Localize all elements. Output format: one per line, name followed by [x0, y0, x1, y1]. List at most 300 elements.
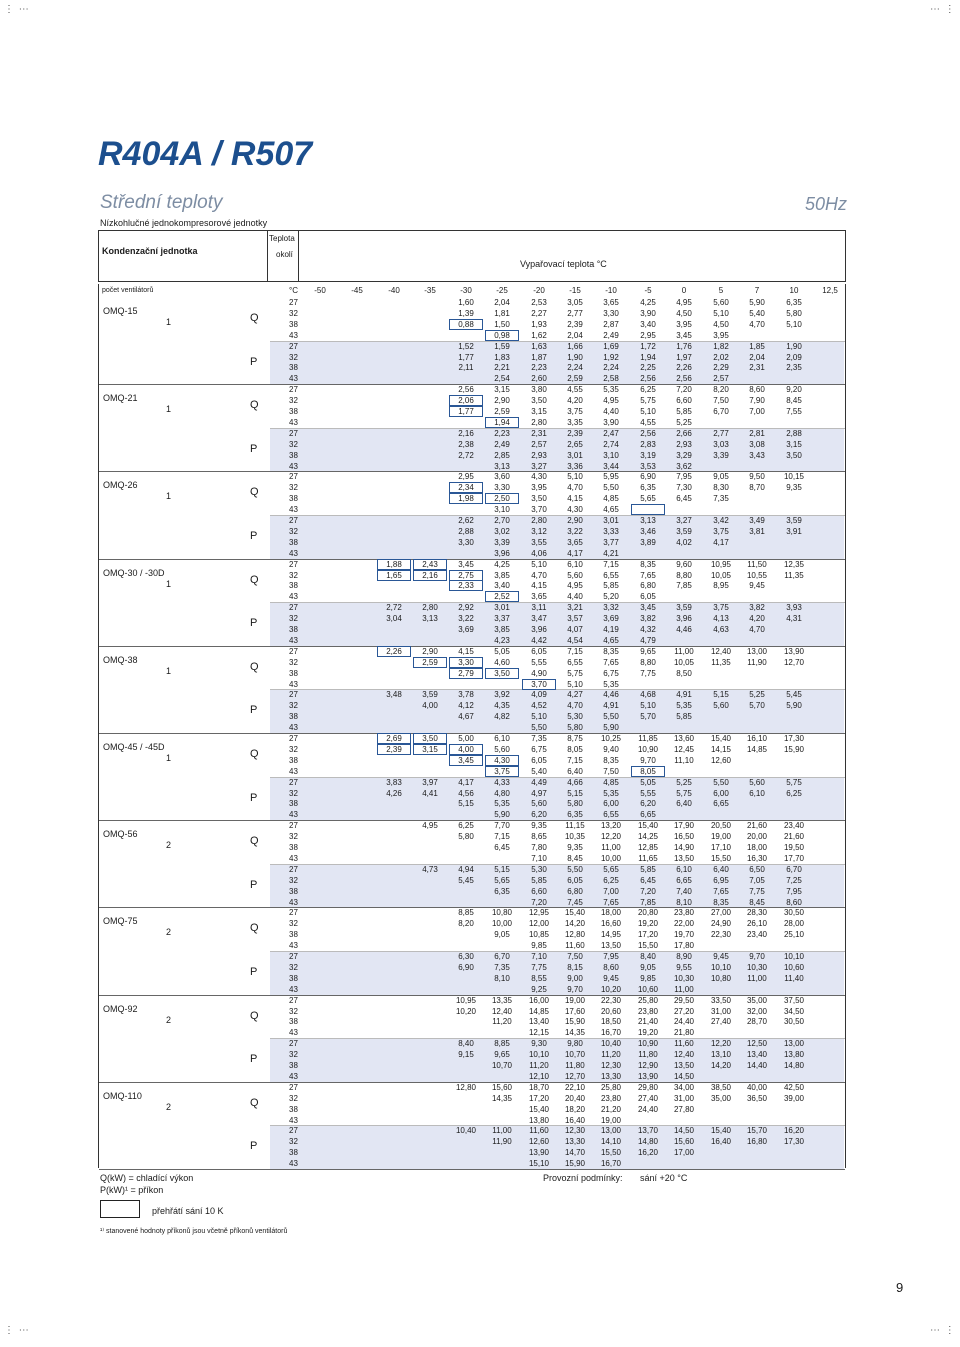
table-cell: 4,91: [603, 701, 619, 711]
table-cell: 3,45: [640, 603, 656, 613]
ambient-temp: 38: [289, 581, 298, 591]
table-cell: 6,05: [531, 646, 547, 656]
table-cell: 4,95: [603, 396, 619, 406]
row-kind-label: P: [250, 704, 258, 717]
table-cell: 6,65: [640, 810, 656, 820]
table-cell: 2,47: [603, 428, 619, 438]
table-cell: 3,15: [422, 744, 438, 754]
table-cell: 5,75: [676, 788, 692, 798]
table-cell: 1,66: [567, 341, 583, 351]
ambient-temp: 38: [289, 1017, 298, 1027]
table-cell: 13,00: [600, 1126, 622, 1136]
table-cell: 5,10: [531, 712, 547, 722]
ambient-temp: 32: [289, 396, 298, 406]
table-cell: 6,25: [640, 385, 656, 395]
table-cell: 42,50: [783, 1082, 805, 1092]
ambient-temp: 43: [289, 1115, 298, 1125]
table-cell: 4,73: [422, 864, 438, 874]
table-cell: 5,60: [749, 777, 765, 787]
table-cell: 11,85: [638, 734, 658, 743]
table-cell: 10,25: [600, 734, 622, 743]
table-cell: 6,05: [640, 592, 656, 602]
table-header-box: [98, 230, 846, 282]
table-cell: 12,90: [637, 1061, 659, 1070]
table-cell: 3,90: [603, 417, 619, 427]
unit-fan-count: 1: [166, 578, 172, 589]
table-cell: 7,75: [749, 886, 765, 896]
table-cell: 5,85: [640, 864, 656, 874]
table-cell: 4,17: [458, 777, 474, 787]
table-cell: 2,59: [422, 657, 438, 667]
table-cell: 8,35: [640, 559, 656, 569]
table-cell: 4,70: [567, 701, 583, 711]
table-cell: 3,33: [603, 526, 619, 536]
table-cell: 13,10: [710, 1050, 732, 1060]
table-cell: 3,96: [494, 548, 510, 558]
table-cell: 13,80: [783, 1050, 805, 1060]
table-cell: 2,38: [458, 439, 474, 449]
table-cell: 2,70: [494, 516, 510, 525]
table-cell: 27,40: [637, 1093, 659, 1103]
table-cell: 6,25: [603, 875, 619, 885]
table-cell: 5,80: [567, 723, 583, 733]
table-cell: 5,30: [567, 712, 583, 722]
table-cell: 17,00: [673, 1148, 695, 1158]
table-cell: 10,90: [637, 1039, 659, 1049]
row-kind-label: Q: [250, 1009, 259, 1022]
table-cell: 2,33: [458, 581, 474, 591]
table-cell: 2,90: [422, 646, 438, 656]
table-cell: 4,20: [567, 396, 583, 406]
table-cell: 18,20: [564, 1104, 586, 1114]
row-kind-label: P: [250, 791, 258, 804]
ambient-temp: 27: [289, 821, 298, 831]
table-cell: 10,70: [564, 1050, 586, 1060]
table-cell: 10,55: [746, 570, 768, 580]
superheat-box: [485, 766, 519, 777]
row-kind-label: Q: [250, 1096, 259, 1109]
table-cell: 2,65: [567, 439, 583, 449]
superheat-box: [377, 733, 411, 744]
table-cell: 20,50: [710, 821, 732, 831]
table-cell: 3,90: [640, 308, 656, 318]
table-cell: 12,60: [528, 1137, 550, 1147]
unit-model: OMQ-56: [103, 829, 138, 840]
table-cell: 3,12: [531, 526, 547, 536]
table-cell: 17,10: [710, 843, 732, 852]
evap-temp-header: 12,5: [822, 286, 838, 295]
table-cell: 5,35: [603, 679, 619, 689]
table-cell: 10,95: [455, 995, 477, 1005]
table-cell: 15,60: [673, 1137, 695, 1147]
table-cell: 17,30: [783, 734, 805, 743]
table-cell: 4,94: [458, 864, 474, 874]
row-kind-label: Q: [250, 399, 259, 412]
table-cell: 3,19: [640, 450, 656, 460]
table-cell: 1,76: [676, 341, 692, 351]
evap-temp-header: 0: [681, 286, 687, 295]
table-cell: 31,00: [710, 1006, 732, 1016]
table-cell: 2,04: [567, 330, 583, 340]
row-kind-label: P: [250, 1140, 258, 1153]
table-cell: 12,70: [564, 1071, 586, 1081]
table-cell: 2,56: [640, 374, 656, 384]
ambient-temp: 32: [289, 919, 298, 929]
table-cell: 3,82: [749, 603, 765, 613]
table-cell: 5,60: [567, 570, 583, 580]
table-cell: 4,56: [458, 788, 474, 798]
table-cell: 1,90: [786, 341, 802, 351]
table-cell: 3,55: [531, 537, 547, 547]
table-cell: 5,50: [713, 777, 729, 787]
table-cell: 29,80: [637, 1082, 659, 1092]
table-cell: 5,15: [567, 788, 583, 798]
table-cell: 2,72: [386, 603, 402, 613]
superheat-box: [377, 559, 411, 570]
table-cell: 3,97: [422, 777, 438, 787]
table-cell: 13,50: [673, 1061, 695, 1070]
table-cell: 5,60: [713, 701, 729, 711]
table-cell: 4,17: [713, 537, 729, 547]
table-cell: 6,35: [786, 298, 802, 307]
table-cell: 8,05: [567, 744, 583, 754]
table-cell: 20,60: [600, 1006, 622, 1016]
table-cell: 6,60: [676, 396, 692, 406]
table-cell: 10,10: [710, 962, 732, 972]
divider: [298, 230, 299, 282]
table-cell: 3,30: [494, 483, 510, 493]
table-cell: 10,05: [673, 657, 695, 667]
table-cell: 1,88: [386, 559, 402, 569]
table-cell: 4,13: [713, 614, 729, 624]
table-cell: 3,53: [640, 461, 656, 471]
ambient-temp: 43: [289, 417, 298, 427]
table-cell: 3,29: [676, 450, 692, 460]
superheat-box: [449, 319, 483, 330]
table-cell: 1,85: [749, 341, 765, 351]
superheat-box: [485, 668, 519, 679]
table-cell: 4,40: [567, 592, 583, 602]
table-cell: 7,65: [640, 570, 656, 580]
page-subtitle: Střední teploty: [100, 192, 223, 213]
table-cell: 11,60: [565, 941, 585, 951]
table-cell: 5,10: [713, 308, 729, 318]
ambient-temp: 27: [289, 777, 298, 787]
table-cell: 3,93: [786, 603, 802, 613]
table-cell: 5,90: [749, 298, 765, 307]
table-cell: 7,20: [676, 385, 692, 395]
table-cell: 10,60: [637, 984, 659, 994]
table-cell: 3,95: [713, 330, 729, 340]
table-cell: 14,10: [600, 1137, 622, 1147]
ambient-temp: 32: [289, 962, 298, 972]
table-cell: 1,50: [494, 319, 510, 329]
table-cell: 18,00: [746, 843, 768, 852]
table-cell: 15,90: [564, 1017, 586, 1027]
table-cell: 1,72: [640, 341, 656, 351]
table-cell: 3,27: [531, 461, 547, 471]
table-cell: 17,90: [673, 821, 695, 831]
table-cell: 27,20: [673, 1006, 695, 1016]
ambient-temp: 38: [289, 843, 298, 852]
table-cell: 1,69: [603, 341, 619, 351]
ambient-temp: 38: [289, 886, 298, 896]
table-cell: 3,91: [786, 526, 802, 536]
table-cell: 3,04: [386, 614, 402, 624]
table-cell: 2,23: [531, 363, 547, 373]
table-cell: 2,57: [531, 439, 547, 449]
superheat-box: [413, 559, 447, 570]
table-cell: 10,80: [491, 908, 513, 918]
table-cell: 2,59: [494, 407, 510, 416]
table-cell: 8,15: [567, 962, 583, 972]
table-cell: 8,20: [458, 919, 474, 929]
table-cell: 2,77: [567, 308, 583, 318]
table-cell: 4,30: [567, 505, 583, 515]
table-cell: 8,35: [603, 646, 619, 656]
table-cell: 7,50: [567, 952, 583, 961]
table-cell: 28,00: [783, 919, 805, 929]
table-cell: 4,95: [422, 821, 438, 831]
table-cell: 7,05: [749, 875, 765, 885]
table-cell: 1,62: [531, 330, 547, 340]
table-cell: 3,95: [676, 319, 692, 329]
table-cell: 26,10: [746, 919, 768, 929]
table-cell: 15,90: [783, 744, 805, 754]
table-cell: 8,75: [567, 734, 583, 743]
table-cell: 6,30: [458, 952, 474, 961]
table-cell: 9,65: [640, 646, 656, 656]
table-cell: 10,70: [491, 1061, 513, 1070]
table-cell: 6,95: [713, 875, 729, 885]
table-cell: 8,95: [713, 581, 729, 591]
table-cell: 15,90: [564, 1159, 586, 1169]
table-cell: 3,70: [531, 505, 547, 515]
table-cell: 7,95: [676, 472, 692, 482]
table-cell: 2,79: [458, 668, 474, 678]
table-cell: 34,00: [673, 1082, 695, 1092]
table-cell: 11,20: [601, 1050, 621, 1060]
table-cell: 24,90: [710, 919, 732, 929]
table-cell: 6,00: [603, 799, 619, 809]
table-cell: 27,40: [710, 1017, 732, 1027]
table-cell: 14,85: [528, 1006, 550, 1016]
table-cell: 3,69: [458, 625, 474, 634]
table-cell: 3,81: [749, 526, 765, 536]
evap-temp-header: -30: [460, 286, 472, 295]
ambient-temp: 27: [289, 734, 298, 743]
table-cell: 6,35: [640, 483, 656, 493]
table-cell: 4,95: [676, 298, 692, 307]
table-cell: 4,30: [494, 755, 510, 765]
table-cell: 6,70: [713, 407, 729, 416]
unit-fan-count: 1: [166, 491, 172, 502]
table-cell: 2,39: [386, 744, 402, 754]
table-cell: 11,65: [638, 853, 658, 863]
table-cell: 7,35: [531, 734, 547, 743]
table-cell: 15,60: [491, 1082, 513, 1092]
table-cell: 3,22: [567, 526, 583, 536]
table-cell: 5,50: [531, 723, 547, 733]
table-cell: 7,70: [494, 821, 510, 831]
table-cell: 12,80: [564, 930, 586, 940]
table-cell: 3,42: [713, 516, 729, 525]
table-cell: 4,82: [494, 712, 510, 722]
table-cell: 7,65: [603, 897, 619, 907]
table-cell: 5,80: [567, 799, 583, 809]
table-cell: 3,35: [567, 417, 583, 427]
table-cell: 13,50: [600, 941, 622, 951]
table-cell: 7,55: [786, 407, 802, 416]
table-cell: 9,80: [567, 1039, 583, 1049]
ambient-temp: 38: [289, 537, 298, 547]
page-number: 9: [896, 1280, 904, 1295]
superheat-box: [377, 646, 411, 657]
table-cell: 7,45: [567, 897, 583, 907]
ambient-temp: 38: [289, 930, 298, 940]
table-cell: 13,70: [637, 1126, 659, 1136]
ambient-temp: 27: [289, 298, 298, 307]
table-cell: 4,91: [676, 690, 692, 700]
table-cell: 13,80: [528, 1115, 550, 1125]
table-cell: 6,35: [494, 886, 510, 896]
table-cell: 1,92: [603, 352, 619, 362]
table-cell: 13,90: [783, 646, 805, 656]
superheat-box: [449, 744, 483, 755]
table-cell: 2,16: [422, 570, 438, 580]
table-cell: 19,00: [710, 832, 732, 842]
table-cell: 2,56: [640, 428, 656, 438]
ambient-temp: 43: [289, 592, 298, 602]
table-cell: 2,88: [458, 526, 474, 536]
table-cell: 7,40: [676, 886, 692, 896]
table-cell: 4,15: [458, 646, 474, 656]
table-cell: 5,35: [603, 385, 619, 395]
ambient-temp: 32: [289, 788, 298, 798]
table-cell: 25,10: [783, 930, 805, 940]
table-cell: 13,90: [637, 1071, 659, 1081]
table-cell: 6,75: [531, 744, 547, 754]
table-cell: 4,46: [676, 625, 692, 634]
superheat-box: [485, 330, 519, 341]
table-cell: 5,15: [494, 864, 510, 874]
table-cell: 8,35: [603, 755, 619, 765]
page-title: R404A / R507: [98, 135, 313, 173]
legend-box-label: přehřátí sání 10 K: [152, 1206, 224, 1216]
superheat-box: [631, 766, 665, 777]
table-cell: 40,00: [746, 1082, 768, 1092]
table-cell: 12,30: [564, 1126, 586, 1136]
table-cell: 6,45: [640, 875, 656, 885]
unit-fan-count: 2: [166, 1014, 172, 1025]
table-cell: 7,85: [640, 897, 656, 907]
table-cell: 9,30: [531, 1039, 547, 1049]
table-cell: 14,35: [564, 1028, 586, 1038]
table-cell: 22,30: [600, 995, 622, 1005]
evap-temp-header: -20: [533, 286, 545, 295]
table-cell: 35,00: [746, 995, 768, 1005]
temp-unit-header: °C: [289, 286, 298, 295]
ambient-temp: 32: [289, 744, 298, 754]
table-cell: 13,60: [673, 734, 695, 743]
ambient-temp: 32: [289, 308, 298, 318]
table-cell: 27,80: [673, 1104, 695, 1114]
table-cell: 5,80: [458, 832, 474, 842]
table-cell: 12,45: [673, 744, 695, 754]
table-cell: 2,16: [458, 428, 474, 438]
table-cell: 7,90: [749, 396, 765, 406]
table-cell: 16,70: [600, 1159, 622, 1169]
table-cell: 3,85: [494, 570, 510, 580]
table-cell: 4,17: [567, 548, 583, 558]
table-cell: 4,26: [386, 788, 402, 798]
unit-model: OMQ-21: [103, 393, 138, 404]
table-cell: 23,40: [783, 821, 805, 831]
table-cell: 9,70: [567, 984, 583, 994]
table-cell: 18,70: [528, 1082, 550, 1092]
table-cell: 6,05: [531, 755, 547, 765]
ambient-header-line2: okolí: [276, 250, 293, 259]
legend-q: Q(kW) = chladící výkon: [100, 1173, 194, 1183]
table-cell: 3,96: [676, 614, 692, 624]
table-cell: 2,50: [494, 494, 510, 504]
table-cell: 11,90: [492, 1137, 512, 1147]
table-cell: 7,85: [676, 581, 692, 591]
table-cell: 5,85: [531, 875, 547, 885]
table-cell: 11,50: [747, 559, 767, 569]
row-kind-label: P: [250, 878, 258, 891]
table-cell: 21,20: [600, 1104, 622, 1114]
table-cell: 3,30: [458, 657, 474, 667]
ambient-temp: 32: [289, 875, 298, 885]
table-cell: 17,30: [783, 1137, 805, 1147]
table-cell: 3,78: [458, 690, 474, 700]
table-cell: 4,97: [531, 788, 547, 798]
table-cell: 4,55: [640, 417, 656, 427]
table-cell: 7,25: [786, 875, 802, 885]
superheat-box: [413, 657, 447, 668]
table-cell: 8,30: [713, 483, 729, 493]
table-cell: 12,80: [455, 1082, 477, 1092]
table-cell: 6,90: [458, 962, 474, 972]
table-cell: 16,20: [783, 1126, 805, 1136]
table-cell: 4,19: [603, 625, 619, 634]
table-cell: 2,25: [640, 363, 656, 373]
table-cell: 3,47: [531, 614, 547, 624]
table-cell: 19,00: [600, 1115, 622, 1125]
table-cell: 2,39: [567, 319, 583, 329]
table-cell: 33,50: [710, 995, 732, 1005]
table-cell: 4,52: [531, 701, 547, 711]
table-cell: 8,35: [713, 897, 729, 907]
table-cell: 4,63: [713, 625, 729, 634]
table-cell: 4,50: [676, 308, 692, 318]
table-cell: 2,31: [749, 363, 765, 373]
table-cell: 13,00: [746, 646, 768, 656]
ambient-temp: 38: [289, 973, 298, 983]
table-cell: 6,45: [494, 843, 510, 852]
table-cell: 8,85: [458, 908, 474, 918]
table-cell: 32,00: [746, 1006, 768, 1016]
table-cell: 7,35: [713, 494, 729, 504]
ambient-temp: 43: [289, 766, 298, 776]
table-cell: 2,24: [567, 363, 583, 373]
table-cell: 5,50: [603, 483, 619, 493]
table-cell: 8,20: [713, 385, 729, 395]
table-cell: 1,98: [458, 494, 474, 504]
table-cell: 3,22: [458, 614, 474, 624]
row-kind-label: P: [250, 355, 258, 368]
